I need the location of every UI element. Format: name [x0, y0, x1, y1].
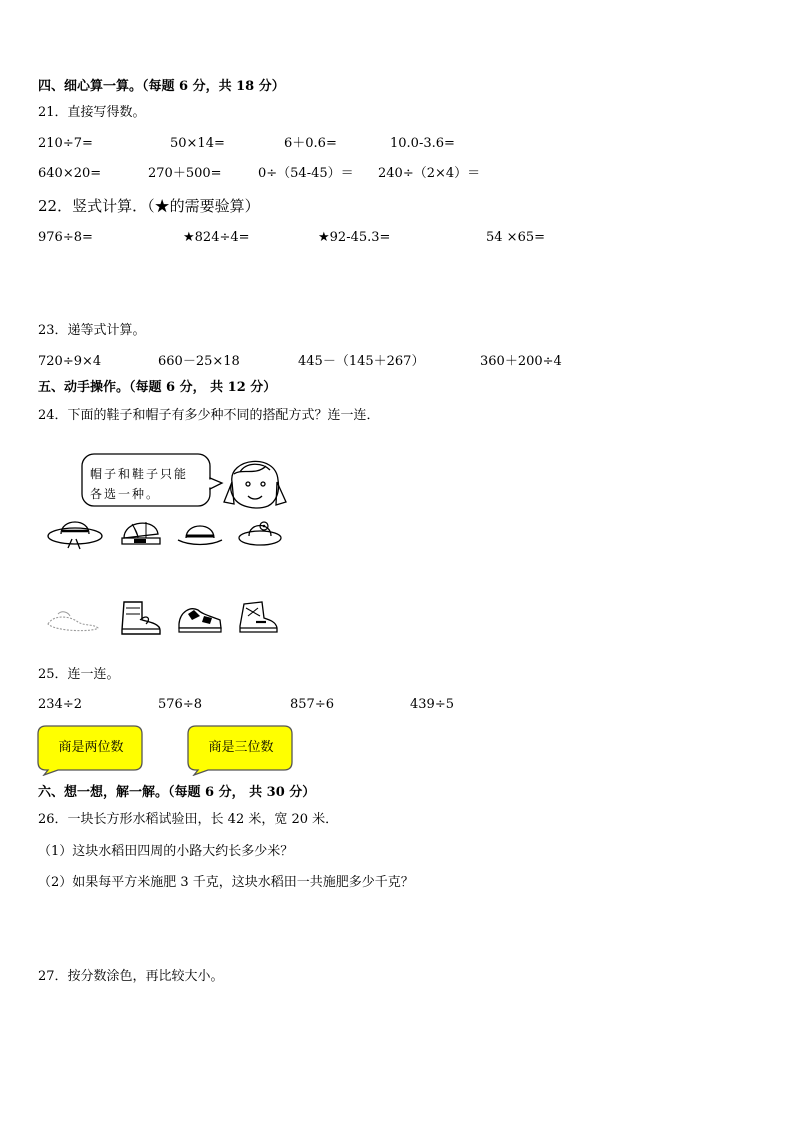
- q23-item: 720÷9×4: [38, 354, 102, 369]
- q25-item: 234÷2: [38, 697, 82, 712]
- boot-icon: [118, 598, 164, 638]
- q25-item: 439÷5: [410, 697, 454, 712]
- question-22-title: 22．竖式计算．（★的需要验算）: [38, 197, 260, 215]
- q21-item: 10.0-3.6=: [390, 136, 455, 151]
- question-27-title: 27．按分数涂色，再比较大小。: [38, 969, 224, 984]
- q21-item: 210÷7=: [38, 136, 93, 151]
- wide-brim-hat-icon: [46, 512, 104, 552]
- q25-item: 857÷6: [290, 697, 334, 712]
- q21-item: 50×14=: [170, 136, 225, 151]
- sneaker-icon: [176, 600, 224, 636]
- sports-shoe-icon: [236, 598, 280, 638]
- speech-text-line-2: 各选一种。: [90, 487, 161, 501]
- section-6-title: 六、想一想，解一解。（每题 6 分， 共 30 分）: [38, 785, 316, 800]
- answer-box-two-digit[interactable]: 商是两位数: [58, 740, 124, 755]
- q23-item: 445－（145＋267）: [298, 354, 425, 369]
- question-23-title: 23．递等式计算。: [38, 323, 146, 338]
- q22-item: ★92-45.3=: [318, 230, 391, 245]
- question-25-title: 25．连一连。: [38, 667, 120, 682]
- question-24-title: 24．下面的鞋子和帽子有多少种不同的搭配方式？连一连．: [38, 408, 380, 423]
- answer-box-three-digit[interactable]: 商是三位数: [208, 740, 274, 755]
- q21-item: 640×20=: [38, 166, 102, 181]
- slipper-icon: [44, 604, 102, 636]
- q23-item: 660－25×18: [158, 354, 240, 369]
- q23-item: 360＋200÷4: [480, 354, 562, 369]
- section-5-title: 五、动手操作。（每题 6 分， 共 12 分）: [38, 380, 277, 395]
- fedora-hat-icon: [176, 516, 224, 550]
- question-26-sub-2: （2）如果每平方米施肥 3 千克，这块水稻田一共施肥多少千克？: [38, 875, 414, 890]
- flower-hat-icon: [236, 514, 284, 550]
- question-26-title: 26．一块长方形水稻试验田，长 42 米，宽 20 米．: [38, 812, 339, 827]
- q22-item: ★824÷4=: [183, 230, 250, 245]
- q21-item: 6＋0.6=: [284, 136, 337, 151]
- q21-item: 0÷（54-45）＝: [258, 166, 354, 181]
- question-21-title: 21．直接写得数。: [38, 105, 146, 120]
- cap-icon: [118, 514, 164, 550]
- q25-item: 576÷8: [158, 697, 202, 712]
- q21-item: 270＋500=: [148, 166, 222, 181]
- girl-face-icon: [224, 461, 286, 508]
- q22-item: 54 ×65=: [486, 230, 546, 245]
- speech-text-line-1: 帽子和鞋子只能: [90, 467, 189, 481]
- q21-item: 240÷（2×4）＝: [378, 166, 481, 181]
- section-4-title: 四、细心算一算。（每题 6 分，共 18 分）: [38, 79, 285, 94]
- question-26-sub-1: （1）这块水稻田四周的小路大约长多少米？: [38, 844, 294, 859]
- q22-item: 976÷8=: [38, 230, 93, 245]
